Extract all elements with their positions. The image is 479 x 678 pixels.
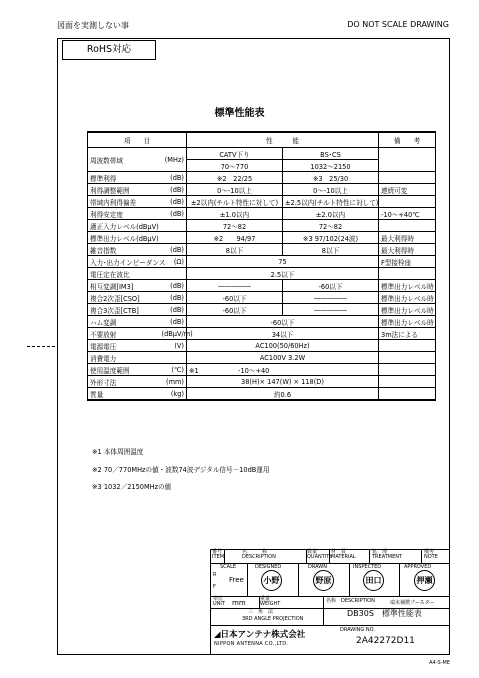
desc-sub: 端末補償ブースター [390,600,435,606]
designer-stamp: 小野 [261,570,282,591]
table-row [88,196,436,208]
table-row [88,244,436,256]
temp-remark [379,364,436,376]
catv-head: CATV下り [187,148,283,160]
row-unit: (dB) [160,208,187,220]
table-row [88,172,436,184]
table-row [88,376,436,388]
table-row [88,280,436,292]
col-perf: 性 能 [187,132,379,148]
rohs-badge: RoHS対応 [62,40,156,60]
row-label: 標準出力レベル(dBμV) [88,232,160,244]
row-remark: 最大利得時 [379,244,436,256]
scale-f: F [213,584,216,590]
ctb-label: 複合3次歪[CTB] [88,304,160,316]
note-2: ※2 70／770MHzの値・波数74波デジタル信号－10dB運用 [92,466,270,474]
im3-unit: (dB) [160,280,187,292]
inspector-stamp: 田口 [363,570,384,591]
table-row [88,364,436,376]
mass-label: 質量 [88,388,160,401]
mass-value: 約0.6 [187,388,379,401]
table-row [88,304,436,316]
spurious-value: 34以下 [187,328,379,340]
weight-label: 重量 WEIGHT [260,596,281,607]
hum-value: -60以下 [187,316,379,328]
impedance-label: 入力･出力インピーダンス [88,256,160,268]
note-1: ※1 本体周囲温度 [92,448,144,456]
mass-unit: (kg) [160,388,187,401]
table-row [88,208,436,220]
no-measure-note: 図面を実測しない事 [57,21,129,30]
row-b: ※3 25/30 [283,172,379,184]
freq-unit: (MHz) [160,148,187,172]
row-remark: 連続可変 [379,184,436,196]
row-unit: (dB) [160,244,187,256]
spurious-remark: 3m法による [379,328,436,340]
drawn-label: DRAWN [308,564,327,570]
drawing-no: 2A42272D11 [356,636,415,646]
table-row [88,184,436,196]
designed-label: DESIGNED [255,564,282,570]
im3-remark: 標準出力レベル時 [379,280,436,292]
hum-remark: 標準出力レベル時 [379,316,436,328]
row-unit [160,220,187,232]
company-name-en: NIPPON ANTENNA CO.,LTD. [214,641,289,647]
unit-label: 単位 UNIT [213,596,225,607]
unit-value: mm [232,599,246,607]
do-not-scale-note: DO NOT SCALE DRAWING [347,20,449,29]
im3-b: -60以下 [283,280,379,292]
impedance-unit: (Ω) [160,256,187,268]
row-a: 72～82 [187,220,283,232]
power-v-value: AC100(50/60Hz) [187,340,379,352]
row-a: ※2 22/25 [187,172,283,184]
row-label: 利得調整範囲 [88,184,160,196]
company-name-jp: 日本アンテナ株式会社 [220,630,306,640]
hum-unit: (dB) [160,316,187,328]
drawing-no-label: DRAWING NO. [340,627,375,633]
projection: 3RD ANGLE PROJECTION [242,616,304,622]
hum-label: ハム変調 [88,316,160,328]
page-title: 標準性能表 [214,108,265,119]
row-b: ±2.5以内(チルト特性に対して) [283,196,379,208]
table-row [88,268,436,280]
ctb-unit: (dB) [160,304,187,316]
temp-value-cell [187,364,379,376]
drawer-stamp: 野原 [313,570,334,591]
freq-label: 周波数帯域 [88,148,160,172]
row-remark [379,220,436,232]
cso-remark: 標準出力レベル時 [379,292,436,304]
row-remark [379,196,436,208]
im3-label: 相互変調[IM3] [88,280,160,292]
table-row [88,220,436,232]
note-3: ※3 1032／2150MHzの値 [92,483,172,491]
impedance-remark: F型接栓座 [379,256,436,268]
im3-a: ――――― [187,280,283,292]
dims-unit: (mm) [160,376,187,388]
row-a: ※2 94/97 [187,232,283,244]
row-unit [160,232,187,244]
row-label: 利得安定度 [88,208,160,220]
row-b: ±2.0以内 [283,208,379,220]
desc-label: 名称 DESCRIPTION [326,598,375,604]
row-b: ※3 97/102(24波) [283,232,379,244]
center-mark [27,346,55,347]
spec-table [87,131,436,401]
temp-label: 使用温度範囲 [88,364,160,376]
cso-label: 複合2次歪[CSO] [88,292,160,304]
row-a: ±1.0以内 [187,208,283,220]
tb-note: 備考 NOTE [424,549,438,560]
power-v-unit: (V) [160,340,187,352]
ctb-b: ――――― [283,304,379,316]
dims-remark [379,376,436,388]
row-remark: 最大利得時 [379,232,436,244]
power-w-remark [379,352,436,364]
power-v-label: 電源電圧 [88,340,160,352]
table-row [88,340,436,352]
vswr-remark [379,268,436,280]
col-remark: 備 考 [379,132,436,148]
row-b: 8以下 [283,244,379,256]
spurious-unit: (dBμV/m) [161,329,193,338]
tb-material: 材 質 MATERIAL [331,549,356,560]
power-w-value: AC100V 3.2W [187,352,379,364]
row-remark: -10～+40℃ [379,208,436,220]
dims-value: 38(H)× 147(W) × 118(D) [187,376,379,388]
table-row [88,232,436,244]
table-row [88,352,436,364]
bscs-range: 1032～2150 [283,160,379,172]
power-w-label: 消費電力 [88,352,187,364]
catv-range: 70～770 [187,160,283,172]
row-a: 8以下 [187,244,283,256]
row-label: 雑音指数 [88,244,160,256]
temp-mark: ※1 [189,366,199,375]
ctb-a: -60以下 [187,304,283,316]
row-remark [379,172,436,184]
dims-label: 外形寸法 [88,376,160,388]
scale-label: SCALE [220,564,237,570]
row-b: 0～-10以上 [283,184,379,196]
company-logo: ◢日本アンテナ株式会社 [214,630,306,640]
row-b: 72～82 [283,220,379,232]
table-row [88,316,436,328]
temp-unit: (℃) [160,364,187,376]
approved-label: APPROVED [404,564,432,570]
ctb-remark: 標準出力レベル時 [379,304,436,316]
table-row [88,256,436,268]
row-label: 適正入力レベル(dBμV) [88,220,160,232]
col-item: 項 目 [88,132,187,148]
tb-quantity: 数量 QUANTITY [307,549,333,560]
inspected-label: INSPECTED [353,564,382,570]
tb-treatment: 処 理 TREATMENT [372,549,403,560]
table-row [88,388,436,401]
spurious-label: 不要放射 [88,328,160,340]
impedance-value: 75 [187,256,379,268]
row-label: 帯域内利得偏差 [88,196,160,208]
cso-b: ――――― [283,292,379,304]
desc-main: DB30S 標準性能表 [347,609,422,618]
paper-size-code: A4-S-ME [429,660,450,666]
cso-a: -60以下 [187,292,283,304]
vswr-value: 2.5以下 [187,268,379,280]
temp-value: -10～+40 [238,366,270,375]
row-unit: (dB) [160,172,187,184]
cso-unit: (dB) [160,292,187,304]
bscs-head: BS･CS [283,148,379,160]
tb-item: 番号 ITEM [212,549,225,560]
mass-remark [379,388,436,401]
freq-remark [379,148,436,172]
vswr-label: 電圧定在波比 [88,268,187,280]
row-unit: (dB) [160,184,187,196]
approver-stamp: 押瀬 [414,570,435,591]
row-a: ±2以内(チルト特性に対して) [187,196,283,208]
table-header-row [88,132,436,148]
scale-r: R [213,572,217,578]
row-label: 標準利得 [88,172,160,184]
tb-description: 名 称 DESCRIPTION [242,549,276,560]
table-row [88,292,436,304]
table-row [88,328,436,340]
projection-jp: 三 角 法 [248,609,274,615]
row-a: 0～-10以上 [187,184,283,196]
row-unit: (dB) [160,196,187,208]
table-row [88,148,436,160]
scale-value: Free [229,576,244,584]
power-v-remark [379,340,436,352]
